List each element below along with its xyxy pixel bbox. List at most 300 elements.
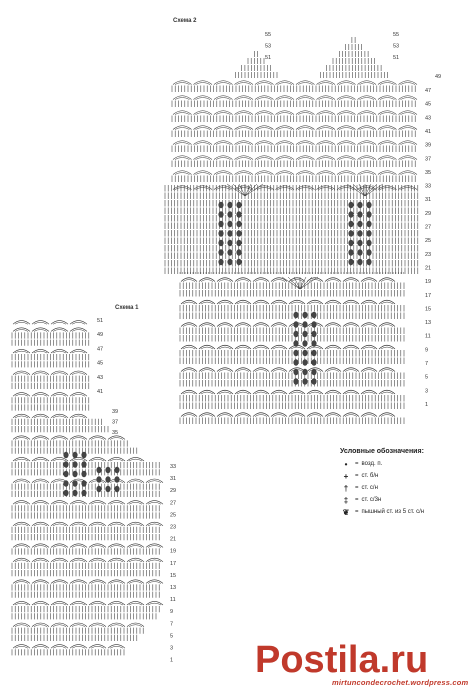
fan-shell [219,302,231,304]
puff-stitch [81,461,86,467]
fan-shell [53,546,66,548]
fan-shell [34,373,47,375]
chain-dot [250,272,251,273]
puff-stitch [311,340,316,346]
row-number: 7 [425,361,429,367]
chain-dot [322,272,323,273]
fan-shell [360,173,375,175]
row-number: 39 [112,409,119,415]
puff-stitch [227,221,232,227]
chain-dot [247,272,248,273]
puff-stitch [311,369,316,375]
chain-dot [330,272,331,273]
puff-stitch [366,230,371,236]
fan-shell [72,603,85,605]
fan-shell [363,347,375,349]
puff-stitch [348,240,353,246]
fan-shell [53,582,66,584]
fan-shell [34,582,47,584]
puff-stitch [227,240,232,246]
row-number: 41 [425,128,432,135]
fan-shell [380,173,395,175]
chain-dot [242,272,243,273]
fan-shell [237,128,252,130]
row-number: 25 [170,512,177,519]
chain-dot [252,272,253,273]
burst-line [245,184,257,196]
fan-shell [327,392,339,394]
double-crochet-icon: † [343,483,349,493]
puff-stitch [311,359,316,365]
puff-stitch [311,331,316,337]
fan-shell [273,415,285,417]
fan-shell [380,98,395,100]
fan-shell [183,392,195,394]
legend-item: † = ст. с/н [340,482,465,494]
chain-dot [265,272,266,273]
fan-shell [216,188,231,190]
fan-shell [53,524,66,526]
row-number: 23 [425,251,432,258]
row-number: 29 [425,210,432,217]
fan-shell [278,98,293,100]
chain-dot [390,272,391,273]
chain-dot [387,272,388,273]
puff-stitch [236,211,241,217]
chain-dot [348,272,349,273]
puff-stitch [311,312,316,318]
fan-shell [257,173,272,175]
fan-shell [196,158,211,160]
legend-label: ст. с/3н [361,497,382,503]
fan-shell [34,416,47,418]
legend-label: ст. с/н [361,485,378,491]
chain-dot [224,272,225,273]
puff-stitch [236,240,241,246]
chain-dot [237,272,238,273]
fan-shell [255,347,267,349]
row-number: 17 [425,292,432,299]
fan-shell [15,582,28,584]
chain-dot [187,272,188,273]
puff-stitch [96,476,101,482]
chain-dot [216,272,217,273]
row-number: 47 [425,88,432,94]
chain-dot [185,272,186,273]
row-number: 27 [170,500,177,507]
puff-stitch [357,211,362,217]
chain-dot [234,272,235,273]
fan-shell [72,351,85,353]
fan-shell [257,83,272,85]
chain-dot [359,272,360,273]
chain-dot [341,272,342,273]
chain-dot [231,272,232,273]
chain-dot [257,272,258,273]
fan-shell [34,625,47,627]
fan-shell [319,113,334,115]
fan-shell [183,280,195,282]
chain-dot [325,272,326,273]
fan-shell [148,582,161,584]
fan-shell [327,415,339,417]
fan-shell [15,416,28,418]
fan-shell [401,173,416,175]
fan-shell [91,502,104,504]
puff-stitch [293,312,298,318]
puff-stitch [348,230,353,236]
chain-dot [343,272,344,273]
fan-shell [110,524,123,526]
fan-shell [175,158,190,160]
fan-shell [339,158,354,160]
fan-shell [298,83,313,85]
chain-stitch-icon: • [344,459,348,469]
chain-dot [244,272,245,273]
row-number: 33 [425,183,432,190]
fan-shell [129,502,142,504]
chain-dot [351,272,352,273]
fan-shell [15,322,28,324]
triple-crochet-icon: ‡ [343,495,349,505]
fan-shell [273,392,285,394]
puff-stitch [366,249,371,255]
puff-stitch [302,312,307,318]
fan-shell [175,83,190,85]
fan-shell [380,83,395,85]
puff-stitch [357,202,362,208]
fan-shell [15,603,28,605]
burst-line [245,184,263,196]
fan-shell [381,392,393,394]
row-number: 49 [97,332,104,339]
puff-stitch [302,359,307,365]
legend-label: ст. б/н [361,473,379,479]
watermark-url: mirtuncondecrochet.wordpress.com [332,678,469,687]
legend-item: ‡ = ст. с/3н [340,494,465,506]
fan-shell [110,646,123,648]
fan-shell [360,158,375,160]
legend-label: пышный ст. из 5 ст. с/н [361,509,425,515]
puff-stitch [96,486,101,492]
fan-shell [34,546,47,548]
row-number: 1 [425,401,429,408]
row-number: 21 [425,265,432,272]
fan-shell [110,438,123,440]
schema1-diagram [12,318,176,664]
chain-dot [380,272,381,273]
fan-shell [219,370,231,372]
row-number: 7 [170,621,174,628]
fan-shell [363,280,375,282]
fan-shell [15,351,28,353]
fan-shell [34,351,47,353]
fan-shell [110,582,123,584]
fan-shell [110,625,123,627]
fan-shell [401,143,416,145]
puff-stitch [96,467,101,473]
fan-shell [273,325,285,327]
fan-shell [183,415,195,417]
fan-shell [273,302,285,304]
fan-shell [53,502,66,504]
fan-shell [278,128,293,130]
fan-shell [15,330,28,332]
puff-stitch [105,486,110,492]
legend-label: возд. п. [361,461,383,467]
fan-shell [53,646,66,648]
fan-shell [34,524,47,526]
chain-dot [400,272,401,273]
chain-dot [195,272,196,273]
puff-stitch [218,259,223,265]
fan-shell [237,415,249,417]
chain-dot [291,272,292,273]
chain-dot [312,272,313,273]
fan-shell [53,330,66,332]
fan-shell [196,128,211,130]
chain-dot [374,272,375,273]
chain-dot [281,272,282,273]
row-number: 37 [425,156,432,163]
fan-shell [339,113,354,115]
puff-stitch [366,240,371,246]
fan-shell [110,603,123,605]
fan-shell [129,459,142,461]
fan-shell [72,646,85,648]
row-number: 47 [97,346,104,353]
fan-shell [110,560,123,562]
row-number: 51 [97,318,104,324]
fan-shell [278,173,293,175]
chain-dot [198,272,199,273]
chain-dot [364,272,365,273]
fan-shell [360,98,375,100]
puff-stitch [236,221,241,227]
fan-shell [129,481,142,483]
fan-shell [339,143,354,145]
fan-shell [257,158,272,160]
chain-dot [276,272,277,273]
puff-stitch [357,230,362,236]
schema1-title: Схема 1 [115,305,139,311]
fan-shell [401,188,416,190]
chain-dot [208,272,209,273]
chain-dot [299,272,300,273]
fan-shell [298,158,313,160]
fan-shell [319,158,334,160]
chain-dot [361,272,362,273]
chain-dot [369,272,370,273]
puff-stitch [227,259,232,265]
puff-stitch [236,230,241,236]
legend-item: + = ст. б/н [340,470,465,482]
fan-shell [273,370,285,372]
fan-shell [401,128,416,130]
chain-dot [296,272,297,273]
fan-shell [257,113,272,115]
puff-stitch [227,211,232,217]
fan-shell [196,188,211,190]
chain-dot [346,272,347,273]
fan-shell [380,128,395,130]
fan-shell [237,143,252,145]
fan-shell [298,98,313,100]
fan-shell [401,83,416,85]
fan-shell [309,280,321,282]
fan-shell [298,113,313,115]
puff-stitch [63,461,68,467]
puff-stitch [366,202,371,208]
fan-shell [278,143,293,145]
puff-stitch [63,490,68,496]
fan-shell [363,415,375,417]
legend-title: Условные обозначения: [340,448,424,455]
fan-shell [381,280,393,282]
chain-dot [260,272,261,273]
row-number: 27 [425,224,432,231]
fan-shell [53,438,66,440]
chain-dot [200,272,201,273]
fan-shell [339,173,354,175]
fan-shell [278,113,293,115]
chain-dot [328,272,329,273]
fan-shell [72,373,85,375]
puff-stitch [218,230,223,236]
fan-shell [72,459,85,461]
puff-stitch [366,259,371,265]
puff-stitch [366,221,371,227]
fan-shell [91,582,104,584]
fan-shell [237,302,249,304]
puff-stitch [293,359,298,365]
fan-shell [255,415,267,417]
puff-stitch [81,452,86,458]
fan-shell [401,98,416,100]
fan-shell [237,325,249,327]
puff-stitch [72,452,77,458]
row-number: 9 [170,609,174,616]
fan-shell [91,560,104,562]
chain-dot [377,272,378,273]
puff-stitch [227,230,232,236]
chain-dot [182,272,183,273]
fan-shell [401,158,416,160]
chain-dot [304,272,305,273]
fan-shell [175,98,190,100]
fan-shell [34,394,47,396]
puff-stitch [311,378,316,384]
fan-shell [201,370,213,372]
schema2-title: Схема 2 [173,18,197,24]
row-number: 3 [425,388,429,395]
fan-shell [34,481,47,483]
fan-shell [309,347,321,349]
fan-shell [15,646,28,648]
fan-shell [72,322,85,324]
fan-shell [278,83,293,85]
fan-shell [237,280,249,282]
fan-shell [91,438,104,440]
puff-stitch [218,202,223,208]
fan-shell [91,625,104,627]
chain-dot [289,272,290,273]
fan-shell [53,560,66,562]
puff-stitch [293,378,298,384]
fan-shell [34,459,47,461]
puff-stitch [357,240,362,246]
fan-shell [401,113,416,115]
fan-shell [183,302,195,304]
fan-shell [345,392,357,394]
puff-stitch [218,221,223,227]
fan-shell [72,438,85,440]
fan-shell [148,560,161,562]
fan-shell [345,280,357,282]
fan-shell [15,481,28,483]
chain-dot [205,272,206,273]
row-number: 11 [425,333,431,340]
chain-dot [367,272,368,273]
fan-shell [255,325,267,327]
puff-stitch [293,321,298,327]
fan-shell [255,370,267,372]
fan-shell [129,546,142,548]
fan-shell [196,98,211,100]
fan-shell [339,128,354,130]
fan-shell [381,325,393,327]
chain-dot [221,272,222,273]
fan-shell [148,502,161,504]
chain-dot [268,272,269,273]
puff-stitch [81,471,86,477]
fan-shell [129,625,142,627]
puff-stitch [72,461,77,467]
fan-shell [309,415,321,417]
row-number: 3 [170,645,174,652]
fan-shell [201,347,213,349]
fan-shell [360,128,375,130]
puff-stitch [293,331,298,337]
chain-dot [283,272,284,273]
row-number: 35 [425,169,432,176]
fan-shell [298,143,313,145]
fan-shell [345,370,357,372]
fan-shell [53,373,66,375]
fan-shell [380,143,395,145]
fan-shell [278,158,293,160]
fan-shell [15,546,28,548]
row-number: 43 [425,115,432,122]
puff-stitch [114,486,119,492]
puff-stitch [227,202,232,208]
puff-stitch [348,202,353,208]
chain-dot [317,272,318,273]
fan-shell [309,302,321,304]
fan-shell [345,302,357,304]
fan-shell [360,83,375,85]
fan-shell [183,325,195,327]
fan-shell [291,415,303,417]
fan-shell [237,392,249,394]
fan-shell [110,459,123,461]
fan-shell [363,302,375,304]
fan-shell [291,392,303,394]
fan-shell [345,415,357,417]
fan-shell [219,325,231,327]
puff-stitch [293,340,298,346]
fan-shell [237,158,252,160]
